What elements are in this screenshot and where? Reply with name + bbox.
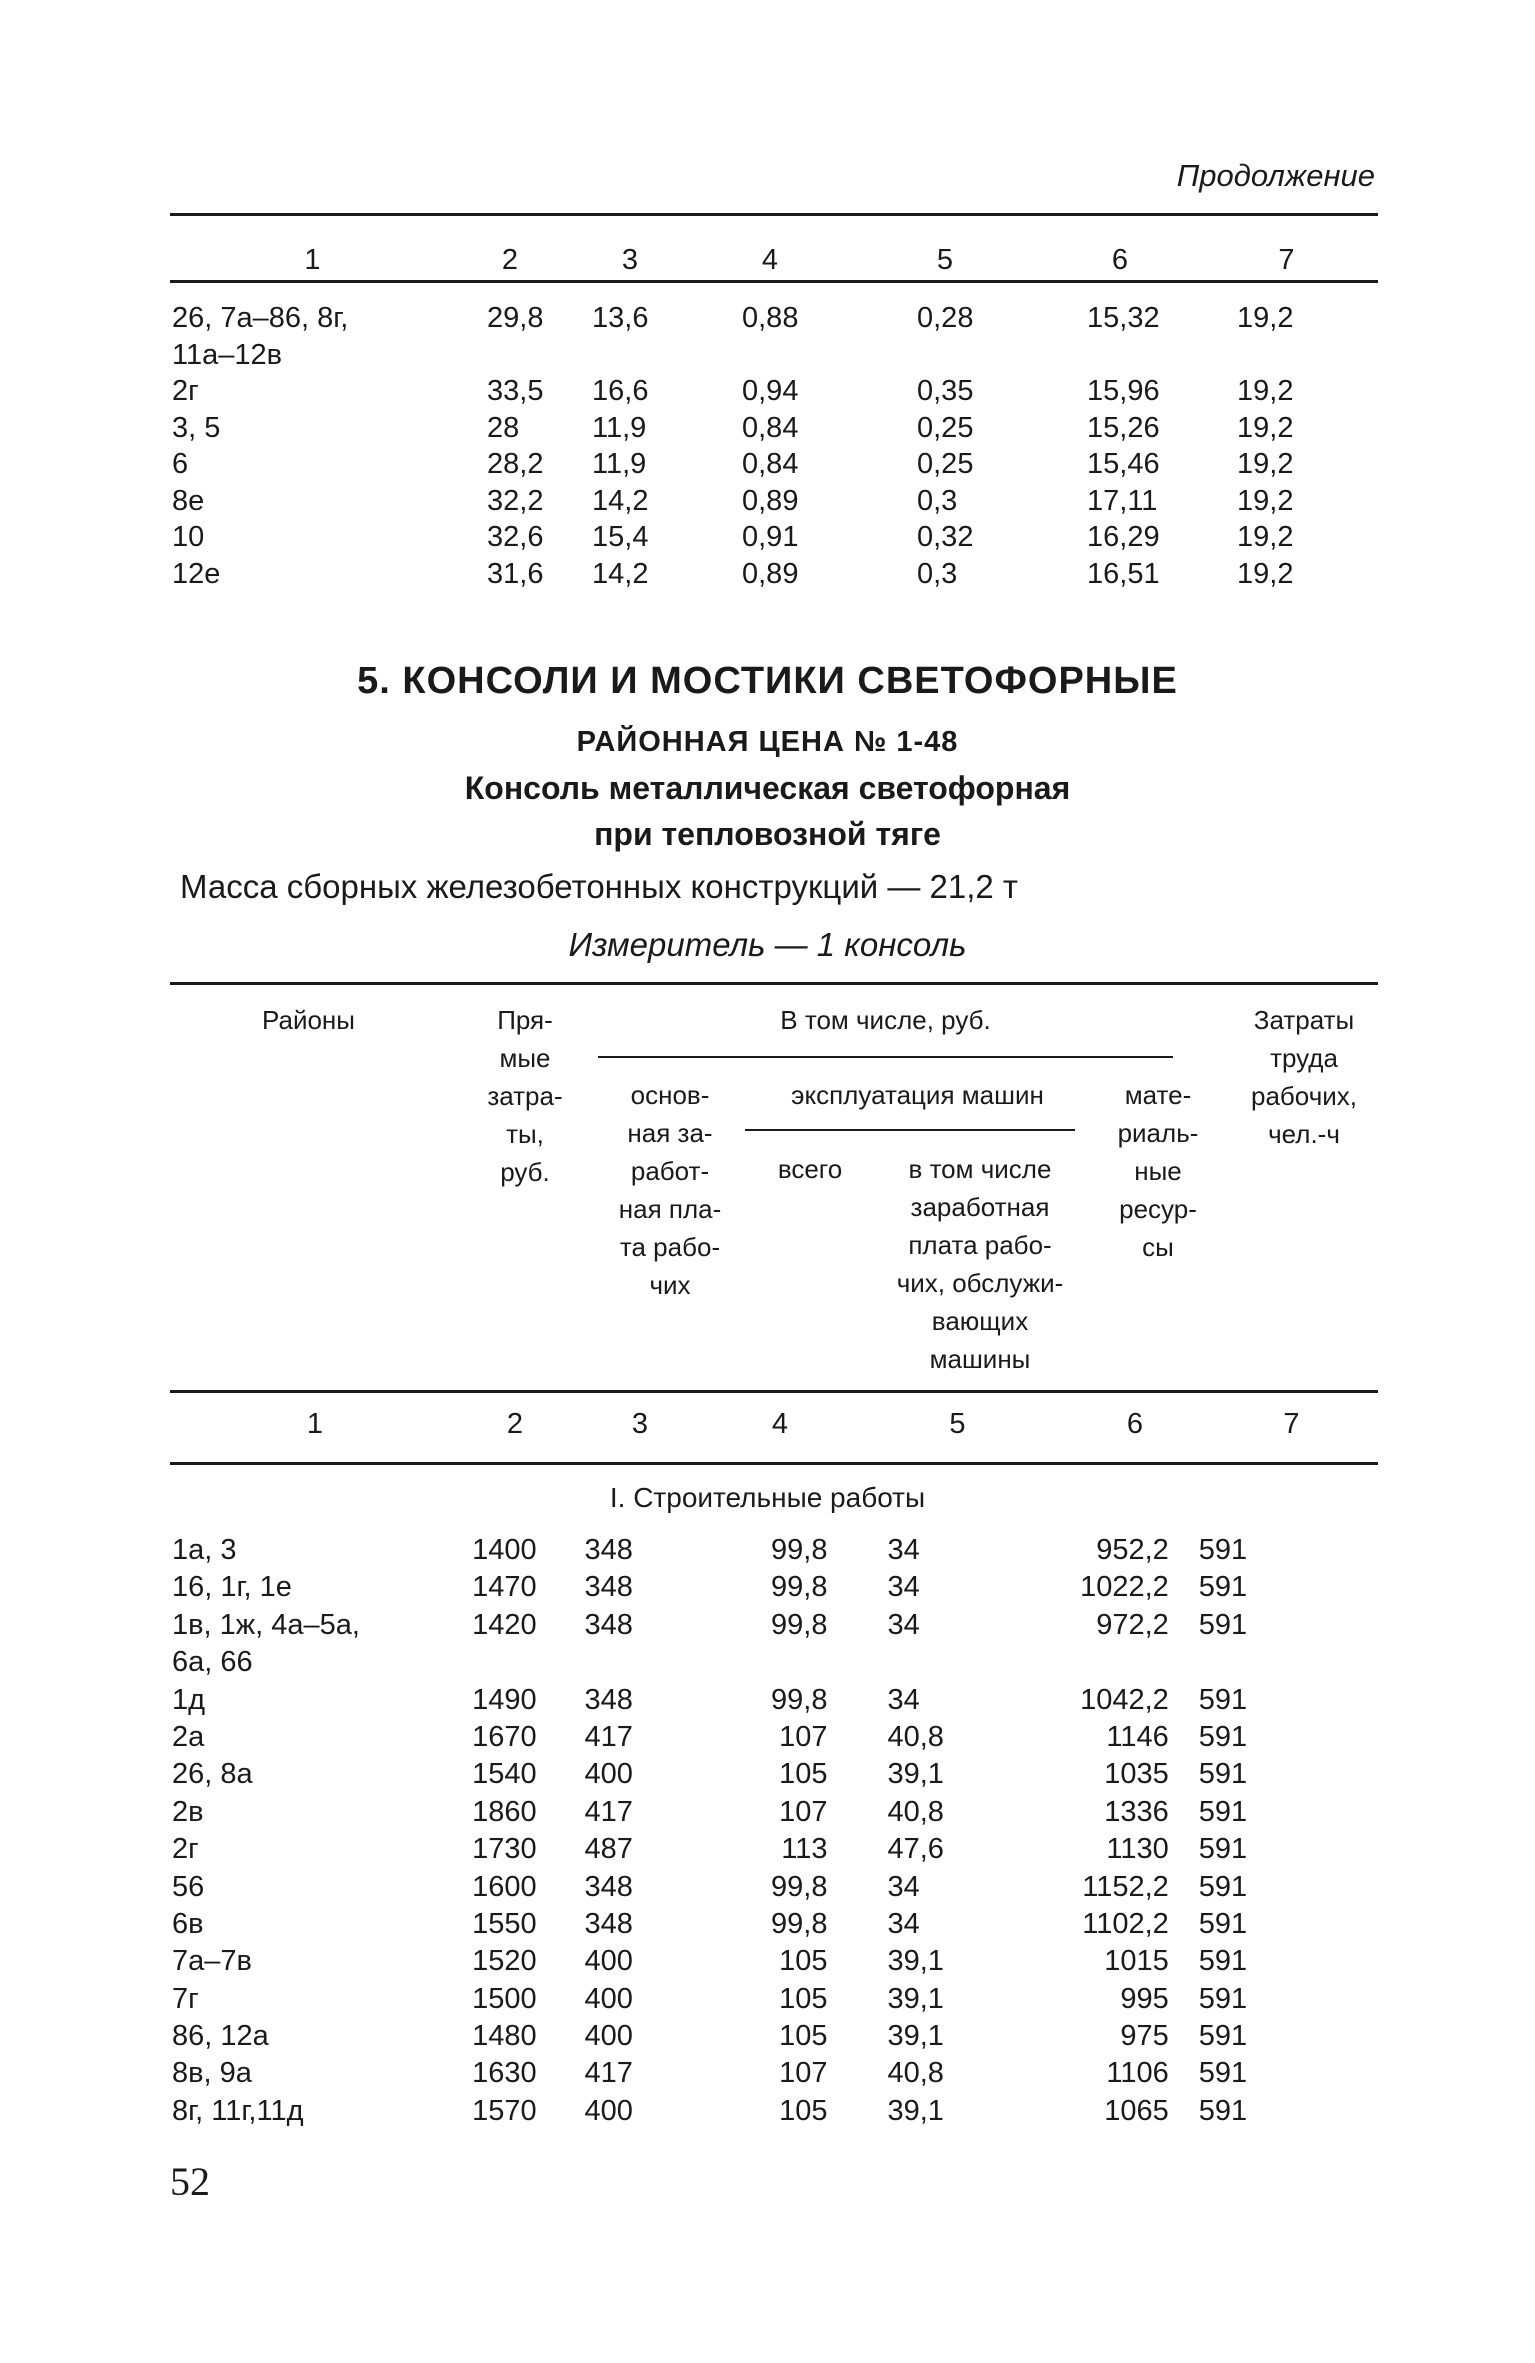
table-cell: 417 bbox=[584, 1720, 633, 1753]
table-cell: 17,11 bbox=[1087, 484, 1158, 517]
table-cell: 591 bbox=[1198, 1720, 1248, 1753]
table-cell: 107 bbox=[779, 2057, 828, 2090]
table-row bbox=[172, 1796, 1378, 1833]
col-number: 7 bbox=[1278, 244, 1295, 276]
row-label: 11а–12в bbox=[172, 338, 283, 371]
table-cell bbox=[472, 1646, 584, 1683]
table-row bbox=[172, 1684, 1378, 1721]
table2-numbers-rule bbox=[170, 1462, 1378, 1465]
col-number: 6 bbox=[1126, 1408, 1144, 1440]
table-cell: 0,89 bbox=[742, 484, 799, 517]
including-rule bbox=[598, 1056, 1173, 1058]
table-cell: 19,2 bbox=[1237, 521, 1294, 553]
table-row bbox=[172, 1983, 1378, 2020]
table-cell: 99,8 bbox=[771, 1534, 828, 1566]
table-row bbox=[172, 1571, 1378, 1608]
table-cell: 1520 bbox=[472, 1945, 537, 1978]
table-cell: 975 bbox=[1120, 2020, 1169, 2053]
page-number: 52 bbox=[170, 2159, 210, 2204]
table-cell: 972,2 bbox=[1096, 1608, 1169, 1641]
table-cell: 1540 bbox=[472, 1758, 537, 1791]
table-cell: 591 bbox=[1198, 1870, 1248, 1903]
row-label: 2г bbox=[172, 375, 199, 407]
row-label: 6 bbox=[172, 448, 189, 480]
table-cell: 1860 bbox=[472, 1795, 537, 1828]
table-cell: 14,2 bbox=[592, 484, 649, 517]
table-cell: 14,2 bbox=[592, 557, 649, 590]
subtitle-line1: Консоль металлическая светофорная bbox=[464, 770, 1071, 806]
table-cell: 591 bbox=[1198, 1608, 1248, 1641]
table-cell: 0,88 bbox=[742, 302, 799, 334]
table-row bbox=[172, 412, 1378, 449]
table-cell: 15,4 bbox=[592, 521, 649, 553]
table-cell: 591 bbox=[1198, 2057, 1248, 2090]
subtitle-line2: при тепловозной тяге bbox=[594, 816, 941, 852]
row-label: 3, 5 bbox=[172, 411, 221, 444]
table-cell: 105 bbox=[779, 2094, 828, 2127]
table-cell: 39,1 bbox=[887, 2020, 944, 2053]
table-cell: 591 bbox=[1198, 2020, 1248, 2053]
row-label: 8г, 11г,11д bbox=[172, 2094, 304, 2127]
table-cell: 0,3 bbox=[917, 484, 958, 517]
table-cell: 105 bbox=[779, 1945, 828, 1978]
table-cell bbox=[742, 339, 917, 376]
table-cell: 1022,2 bbox=[1080, 1571, 1169, 1604]
table-cell: 29,8 bbox=[487, 302, 544, 334]
table-cell: 0,3 bbox=[917, 557, 958, 590]
table-row bbox=[172, 521, 1378, 558]
table-cell: 15,46 bbox=[1087, 448, 1160, 480]
table-cell: 0,94 bbox=[742, 375, 799, 407]
table-cell: 1146 bbox=[1106, 1720, 1169, 1753]
table-cell: 34 bbox=[887, 1534, 920, 1566]
table-cell: 0,25 bbox=[917, 411, 974, 444]
table-cell: 1065 bbox=[1104, 2094, 1169, 2127]
col-number: 1 bbox=[306, 1408, 324, 1440]
table-cell: 348 bbox=[584, 1571, 633, 1604]
header-including: В том числе, руб. bbox=[780, 1005, 991, 1035]
table-cell: 591 bbox=[1198, 1534, 1248, 1566]
table-cell: 1600 bbox=[472, 1870, 537, 1903]
row-label: 12е bbox=[172, 557, 221, 590]
table-cell bbox=[592, 339, 742, 376]
table-cell: 348 bbox=[584, 1683, 633, 1716]
table-cell: 99,8 bbox=[771, 1870, 828, 1903]
section-title: 5. КОНСОЛИ И МОСТИКИ СВЕТОФОРНЫЕ bbox=[357, 660, 1178, 702]
table-cell: 1550 bbox=[472, 1907, 537, 1940]
table-row bbox=[172, 339, 1378, 376]
col-number: 1 bbox=[304, 244, 321, 276]
row-label: 16, 1г, 1е bbox=[172, 1571, 292, 1604]
col-number: 5 bbox=[949, 1408, 966, 1440]
table-cell: 105 bbox=[779, 1758, 828, 1791]
machines-rule bbox=[745, 1129, 1075, 1131]
table-cell: 1730 bbox=[472, 1833, 537, 1866]
table-cell: 1042,2 bbox=[1080, 1683, 1169, 1716]
table-cell: 33,5 bbox=[487, 375, 544, 407]
table-cell: 591 bbox=[1198, 1571, 1248, 1604]
header-basic-wage: основ- ная за- работ- ная пла- та рабо- чих bbox=[618, 1080, 722, 1300]
table-cell: 107 bbox=[779, 1795, 828, 1828]
table-cell: 40,8 bbox=[887, 1720, 944, 1753]
col-number: 4 bbox=[761, 244, 779, 276]
table-cell: 952,2 bbox=[1096, 1534, 1169, 1566]
table-cell: 591 bbox=[1198, 1795, 1248, 1828]
table-cell: 1035 bbox=[1104, 1758, 1169, 1791]
row-label: 10 bbox=[172, 521, 205, 553]
table-cell: 39,1 bbox=[887, 2094, 944, 2127]
header-total: всего bbox=[777, 1154, 843, 1184]
row-label: 7а–7в bbox=[172, 1945, 252, 1978]
table-cell: 47,6 bbox=[887, 1833, 944, 1866]
table-cell: 591 bbox=[1198, 1945, 1248, 1978]
table-cell: 0,91 bbox=[742, 521, 799, 553]
table-cell: 40,8 bbox=[887, 1795, 944, 1828]
table2-column-numbers bbox=[170, 1408, 1378, 1445]
table-cell: 0,35 bbox=[917, 375, 974, 407]
col-number: 6 bbox=[1111, 244, 1129, 276]
table-cell: 34 bbox=[887, 1571, 920, 1604]
table-cell: 19,2 bbox=[1237, 484, 1294, 517]
table-cell: 19,2 bbox=[1237, 448, 1294, 480]
table-row bbox=[172, 2095, 1378, 2132]
continuation-label: Продолжение bbox=[1176, 158, 1375, 193]
table-cell: 39,1 bbox=[887, 1945, 944, 1978]
table-cell: 0,25 bbox=[917, 448, 974, 480]
table-cell: 15,26 bbox=[1087, 411, 1160, 444]
table-row bbox=[172, 1871, 1378, 1908]
table-cell: 591 bbox=[1198, 1758, 1248, 1791]
table-cell: 1400 bbox=[472, 1534, 537, 1566]
table-cell: 1480 bbox=[472, 2020, 537, 2053]
table2-header-rule bbox=[170, 1390, 1378, 1393]
table-cell bbox=[585, 1646, 695, 1683]
unit-measure: Измеритель — 1 консоль bbox=[568, 926, 967, 963]
table-row bbox=[172, 1534, 1378, 1571]
table-cell: 11,9 bbox=[592, 448, 647, 480]
table-cell: 16,6 bbox=[592, 375, 649, 407]
table-row bbox=[172, 1758, 1378, 1795]
table-cell: 1420 bbox=[472, 1608, 537, 1641]
table-cell: 15,96 bbox=[1087, 375, 1160, 407]
table2-body bbox=[172, 1534, 1378, 2132]
table-row bbox=[172, 1945, 1378, 1982]
row-label: 26, 7а–86, 8г, bbox=[172, 302, 349, 334]
table-cell: 113 bbox=[781, 1833, 828, 1866]
table1-body bbox=[172, 302, 1378, 594]
col-number: 4 bbox=[771, 1408, 789, 1440]
row-label: 56 bbox=[172, 1870, 205, 1903]
table1-top-rule bbox=[170, 213, 1378, 216]
table-row bbox=[172, 1833, 1378, 1870]
table-cell bbox=[1199, 1646, 1378, 1683]
row-label: 86, 12а bbox=[172, 2020, 269, 2053]
table-cell: 34 bbox=[887, 1608, 920, 1641]
table1-header bbox=[170, 244, 1378, 281]
table-cell bbox=[695, 1646, 888, 1683]
row-label: 1а, 3 bbox=[172, 1534, 237, 1566]
table-cell: 400 bbox=[584, 1982, 633, 2015]
header-incl-wage: в том числе заработная плата рабо- чих, обслужи- вающих машины bbox=[896, 1154, 1064, 1374]
row-label: 7г bbox=[172, 1982, 199, 2015]
header-direct-costs: Пря- мые затра- ты, руб. bbox=[487, 1005, 563, 1187]
table-cell: 1630 bbox=[472, 2057, 537, 2090]
table-cell: 34 bbox=[887, 1683, 920, 1716]
table-row bbox=[172, 1646, 1378, 1683]
table-cell: 99,8 bbox=[771, 1683, 828, 1716]
header-labor: Затраты труда рабочих, чел.-ч bbox=[1251, 1005, 1357, 1149]
table-cell: 1570 bbox=[472, 2094, 537, 2127]
price-number: РАЙОННАЯ ЦЕНА № 1-48 bbox=[576, 726, 959, 758]
table-cell: 348 bbox=[584, 1608, 633, 1641]
row-label: 2в bbox=[172, 1795, 204, 1828]
col-number: 2 bbox=[501, 244, 519, 276]
table-cell: 0,32 bbox=[917, 521, 974, 553]
table-cell bbox=[1237, 339, 1378, 376]
table-cell: 400 bbox=[584, 1758, 633, 1791]
table-cell bbox=[487, 339, 592, 376]
table-cell: 99,8 bbox=[771, 1608, 828, 1641]
table-cell: 34 bbox=[887, 1907, 920, 1940]
table-cell: 400 bbox=[584, 2020, 633, 2053]
table-cell: 1336 bbox=[1104, 1795, 1169, 1828]
table-cell: 1102,2 bbox=[1082, 1907, 1169, 1940]
table-cell: 0,89 bbox=[742, 557, 799, 590]
row-label: 2г bbox=[172, 1833, 199, 1866]
table-cell: 591 bbox=[1198, 1683, 1248, 1716]
table-cell: 28,2 bbox=[487, 448, 544, 480]
col-number: 5 bbox=[936, 244, 954, 276]
table-cell: 19,2 bbox=[1237, 375, 1294, 407]
table-cell: 39,1 bbox=[887, 1758, 944, 1791]
table-cell: 34 bbox=[887, 1870, 920, 1903]
table-cell: 348 bbox=[584, 1534, 633, 1566]
table-cell: 13,6 bbox=[592, 302, 649, 334]
table-cell: 39,1 bbox=[887, 1982, 944, 2015]
table-row bbox=[172, 1609, 1378, 1646]
table-row bbox=[172, 2020, 1378, 2057]
col-number: 3 bbox=[621, 244, 639, 276]
table-cell: 28 bbox=[487, 411, 520, 444]
table-cell: 591 bbox=[1198, 2094, 1248, 2127]
table-cell: 1670 bbox=[472, 1720, 537, 1753]
table-cell: 417 bbox=[584, 1795, 633, 1828]
table-cell: 1490 bbox=[472, 1683, 537, 1716]
table-cell: 995 bbox=[1120, 1982, 1169, 2015]
row-label: 1в, 1ж, 4а–5а, bbox=[172, 1608, 360, 1641]
table-cell: 1015 bbox=[1104, 1945, 1169, 1978]
table-cell: 591 bbox=[1198, 1982, 1248, 2015]
table-cell: 99,8 bbox=[771, 1571, 828, 1604]
table-cell: 32,2 bbox=[487, 484, 544, 517]
row-label: 6в bbox=[172, 1907, 204, 1940]
table-cell: 1152,2 bbox=[1082, 1870, 1169, 1903]
mass-note: Масса сборных железобетонных конструкций — 21,2 т bbox=[180, 868, 1019, 905]
table-cell: 107 bbox=[779, 1720, 828, 1753]
table-row bbox=[172, 1908, 1378, 1945]
table-cell: 591 bbox=[1198, 1833, 1248, 1866]
table-row bbox=[172, 1721, 1378, 1758]
col-number: 2 bbox=[506, 1408, 524, 1440]
table-cell: 11,9 bbox=[592, 411, 647, 444]
table-cell: 40,8 bbox=[887, 2057, 944, 2090]
table-row bbox=[172, 2057, 1378, 2094]
row-label: 2а bbox=[172, 1720, 205, 1753]
table-cell: 1106 bbox=[1106, 2057, 1169, 2090]
table-cell: 1500 bbox=[472, 1982, 537, 2015]
row-label: 8е bbox=[172, 484, 205, 517]
group-title: I. Строительные работы bbox=[609, 1482, 926, 1513]
table-row bbox=[172, 485, 1378, 522]
header-materials: мате- риаль- ные ресур- сы bbox=[1117, 1080, 1199, 1262]
table-cell: 487 bbox=[584, 1833, 633, 1866]
table-cell: 105 bbox=[779, 2020, 828, 2053]
table-cell: 348 bbox=[584, 1870, 633, 1903]
table-row bbox=[172, 558, 1378, 595]
table-row bbox=[172, 302, 1378, 339]
table-cell: 1130 bbox=[1106, 1833, 1169, 1866]
table-row bbox=[172, 448, 1378, 485]
row-label: 8в, 9а bbox=[172, 2057, 252, 2090]
table-cell: 400 bbox=[584, 2094, 633, 2127]
table-cell: 19,2 bbox=[1237, 411, 1294, 444]
row-label: 1д bbox=[172, 1683, 206, 1716]
table-cell bbox=[1042, 1646, 1199, 1683]
table-cell bbox=[1087, 339, 1237, 376]
col-number: 7 bbox=[1283, 1408, 1300, 1440]
table-cell: 31,6 bbox=[487, 557, 544, 590]
row-label: 26, 8а bbox=[172, 1758, 253, 1791]
col-number: 3 bbox=[631, 1408, 649, 1440]
table-cell: 0,84 bbox=[742, 411, 799, 444]
table-cell: 19,2 bbox=[1237, 302, 1294, 334]
table-cell: 99,8 bbox=[771, 1907, 828, 1940]
table-cell: 19,2 bbox=[1237, 557, 1294, 590]
table2-top-rule bbox=[170, 982, 1378, 985]
table-cell: 105 bbox=[779, 1982, 828, 2015]
table-cell: 16,51 bbox=[1087, 557, 1160, 590]
table-cell: 15,32 bbox=[1087, 302, 1160, 334]
table-row bbox=[172, 375, 1378, 412]
table-cell: 348 bbox=[584, 1907, 633, 1940]
table-cell: 417 bbox=[584, 2057, 633, 2090]
header-machine-operation: эксплуатация машин bbox=[791, 1080, 1044, 1110]
table-cell bbox=[887, 1646, 1041, 1683]
table-cell bbox=[917, 339, 1087, 376]
table-cell: 1470 bbox=[472, 1571, 537, 1604]
header-regions: Районы bbox=[262, 1005, 355, 1035]
table-cell: 591 bbox=[1198, 1907, 1248, 1940]
table-cell: 32,6 bbox=[487, 521, 544, 553]
table-cell: 400 bbox=[584, 1945, 633, 1978]
row-label: 6а, 66 bbox=[172, 1646, 253, 1679]
table-cell: 16,29 bbox=[1087, 521, 1160, 553]
table-cell: 0,28 bbox=[917, 302, 974, 334]
table-cell: 0,84 bbox=[742, 448, 799, 480]
